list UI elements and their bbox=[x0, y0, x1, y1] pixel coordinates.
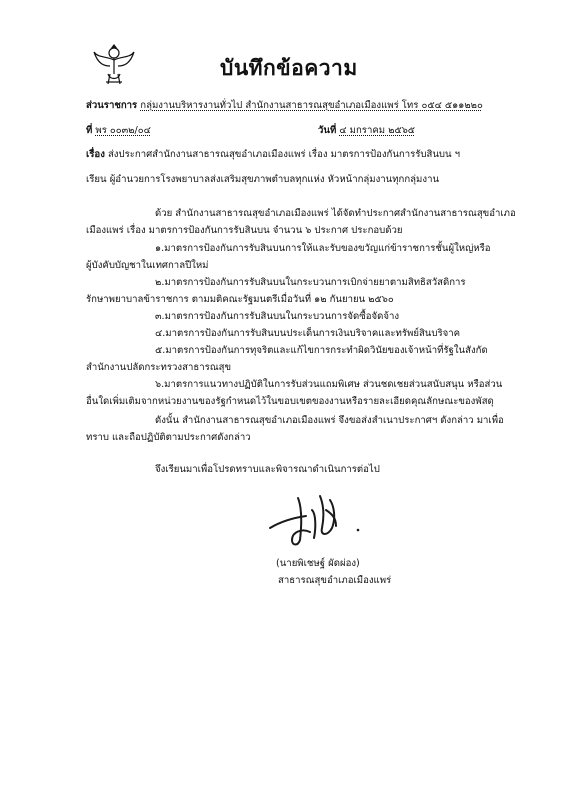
garuda-emblem-icon bbox=[92, 44, 136, 86]
subject-line bbox=[86, 148, 460, 161]
agency-label: ส่วนราชการ bbox=[86, 100, 138, 111]
agency-line bbox=[86, 99, 483, 112]
recipient-line bbox=[86, 173, 439, 186]
subject-value: ส่งประกาศสำนักงานสาธารณสุขอำเภอเมืองแพร่ เรื่อง มาตรการป้องกันการรับสินบน ฯ bbox=[107, 149, 461, 160]
paragraph-conclusion-line-2: ทราบ และถือปฏิบัติตามประกาศดังกล่าว bbox=[86, 432, 251, 443]
agency-value: กลุ่มงานบริหารงานทั่วไป สำนักงานสาธารณสุขอำเภอเมืองแพร่ โทร ๐๕๔ ๕๑๑๒๒๐ bbox=[140, 100, 483, 111]
date-line bbox=[318, 124, 415, 137]
reference-value: พร ๐๐๓๒/๐๔ bbox=[95, 125, 151, 136]
handwritten-signature-icon bbox=[262, 488, 372, 558]
memo-title: บันทึกข้อความ bbox=[220, 56, 358, 80]
paragraph-conclusion-line-1: ดังนั้น สำนักงานสาธารณสุขอำเภอเมืองแพร่ จึงขอส่งสำเนาประกาศฯ ดังกล่าว มาเพื่อ bbox=[155, 415, 504, 426]
subject-label: เรื่อง bbox=[86, 149, 105, 160]
measure-6-line-2: อื่นใดเพิ่มเติมจากหน่วยงานของรัฐกำหนดไว้ในขอบเขตของงานหรือรายละเอียดคุณลักษณะของพัสดุ bbox=[86, 396, 494, 407]
signer-position: สาธารณสุขอำเภอเมืองแพร่ bbox=[278, 575, 392, 586]
date-label: วันที่ bbox=[318, 125, 337, 136]
measure-3: ๓.มาตรการป้องกันการรับสินบนในกระบวนการจัดซื้อจัดจ้าง bbox=[155, 311, 400, 322]
closing-line: จึงเรียนมาเพื่อโปรดทราบและพิจารณาดำเนินการต่อไป bbox=[155, 464, 380, 475]
recipient-value: ผู้อำนวยการโรงพยาบาลส่งเสริมสุขภาพตำบลทุกแห่ง หัวหน้ากลุ่มงานทุกกลุ่มงาน bbox=[109, 174, 440, 185]
measure-1-line-1: ๑.มาตรการป้องกันการรับสินบนการให้และรับของขวัญแก่ข้าราชการชั้นผู้ใหญ่หรือ bbox=[155, 243, 491, 254]
signer-name: (นายพิเชษฐ์ ผัดผ่อง) bbox=[276, 558, 360, 569]
measure-2-line-1: ๒.มาตรการป้องกันการรับสินบนในกระบวนการเบิกจ่ายยาตามสิทธิสวัสดิการ bbox=[155, 277, 466, 288]
paragraph-intro-line-1: ด้วย สำนักงานสาธารณสุขอำเภอเมืองแพร่ ได้จัดทำประกาศสำนักงานสาธารณสุขอำเภอ bbox=[155, 208, 516, 219]
measure-4: ๔.มาตรการป้องกันการรับสินบนประเด็นการเงินบริจาคและทรัพย์สินบริจาค bbox=[155, 328, 461, 339]
reference-label: ที่ bbox=[86, 125, 93, 136]
measure-1-line-2: ผู้บังคับบัญชาในเทศกาลปีใหม่ bbox=[86, 260, 209, 271]
paragraph-intro-line-2: เมืองแพร่ เรื่อง มาตรการป้องกันการรับสินบน จำนวน ๖ ประกาศ ประกอบด้วย bbox=[86, 225, 403, 236]
reference-line bbox=[86, 124, 151, 137]
recipient-label: เรียน bbox=[86, 174, 107, 185]
measure-6-line-1: ๖.มาตรการแนวทางปฏิบัติในการรับส่วนแถมพิเศษ ส่วนชดเชยส่วนสนับสนุน หรือส่วน bbox=[155, 379, 503, 390]
measure-2-line-2: รักษาพยาบาลข้าราชการ ตามมติคณะรัฐมนตรีเมื่อวันที่ ๑๒ กันยายน ๒๕๖๐ bbox=[86, 294, 394, 305]
measure-5-line-2: สำนักงานปลัดกระทรวงสาธารณสุข bbox=[86, 362, 232, 373]
date-value: ๔ มกราคม ๒๕๖๕ bbox=[339, 125, 416, 136]
measure-5-line-1: ๕.มาตรการป้องกันการทุจริตและแก้ไขการกระทำผิดวินัยของเจ้าหน้าที่รัฐในสังกัด bbox=[155, 345, 488, 356]
